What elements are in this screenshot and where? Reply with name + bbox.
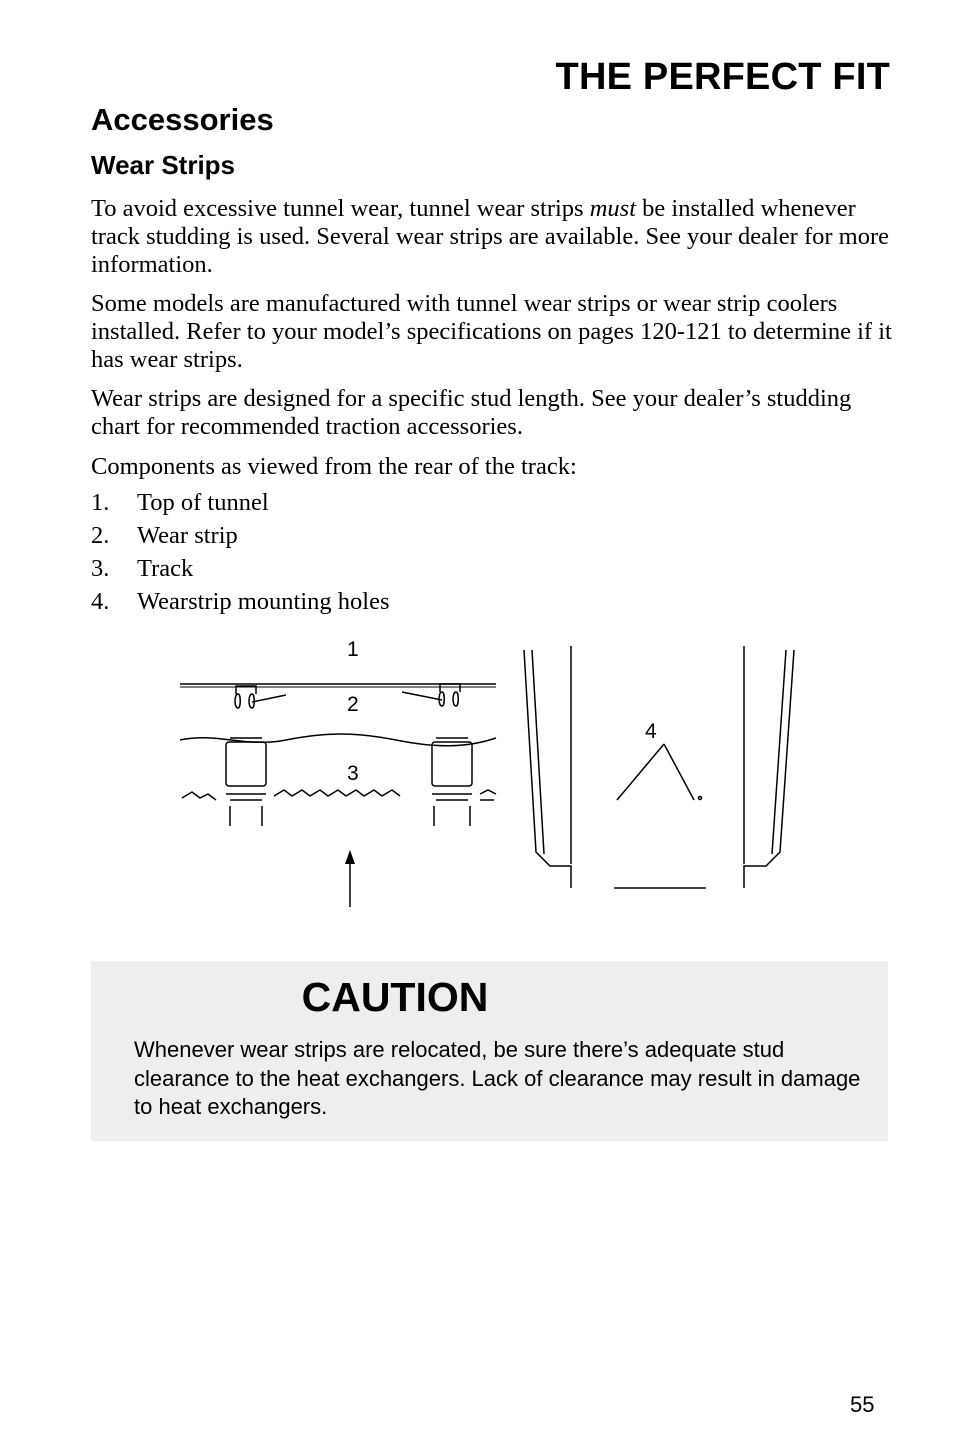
list-item	[91, 486, 390, 519]
wear-strip-edge	[180, 734, 496, 746]
right-slide-column	[432, 738, 472, 826]
paragraph-tunnel-wear	[91, 195, 901, 279]
left-bolt-icon	[235, 686, 286, 708]
track-stud-icon	[480, 790, 496, 800]
paragraph-components-intro: Components as viewed from the rear of the track:	[91, 453, 577, 480]
emphasis-text: must	[589, 195, 637, 222]
callout-3: 3	[347, 762, 359, 785]
caution-text: Whenever wear strips are relocated, be sure there’s adequate stud clearance to the heat exchangers. Lack of clearance may result in damage to heat exchangers.	[134, 1037, 861, 1119]
paragraph-stud-length: Wear strips are designed for a specific stud length. See your dealer’s studding chart for recommended traction accessories.	[91, 385, 852, 440]
list-item-label: Wearstrip mounting holes	[137, 588, 390, 615]
track-stud-icon	[274, 790, 400, 796]
paragraph-text: be installed whenever track studding is used. Several wear strips are available. See your dealer for more information.	[91, 195, 889, 278]
paragraph-text: To avoid excessive tunnel wear, tunnel wear strips	[91, 195, 590, 222]
left-slide-column	[226, 738, 266, 826]
tunnel-side-view	[524, 646, 794, 888]
list-item	[91, 585, 390, 618]
track-stud-icon	[182, 792, 216, 800]
list-item-number: 2.	[91, 522, 110, 549]
subsection-title: Wear Strips	[91, 150, 236, 180]
caution-title: CAUTION	[301, 974, 489, 1020]
list-item	[91, 519, 390, 552]
list-item-label: Track	[137, 555, 194, 582]
callout-1: 1	[347, 638, 359, 661]
list-item-number: 3.	[91, 555, 110, 582]
list-item-number: 4.	[91, 588, 110, 615]
wear-strip-diagram	[176, 632, 806, 917]
list-item-number: 1.	[91, 489, 110, 516]
components-list	[91, 486, 390, 618]
callout-2: 2	[347, 693, 359, 716]
list-item-label: Wear strip	[137, 522, 238, 549]
arrow-head-icon	[345, 850, 355, 864]
section-title: Accessories	[91, 102, 274, 137]
callout-4: 4	[645, 720, 657, 743]
list-item-label: Top of tunnel	[137, 489, 269, 516]
list-item	[91, 552, 390, 585]
paragraph-models: Some models are manufactured with tunnel wear strips or wear strip coolers installed. Refer to your model’s specifications on pages 120-121 to determine if it has wear strips.	[91, 290, 892, 373]
page-number: 55	[850, 1392, 875, 1417]
chapter-title: THE PERFECT FIT	[555, 56, 890, 98]
